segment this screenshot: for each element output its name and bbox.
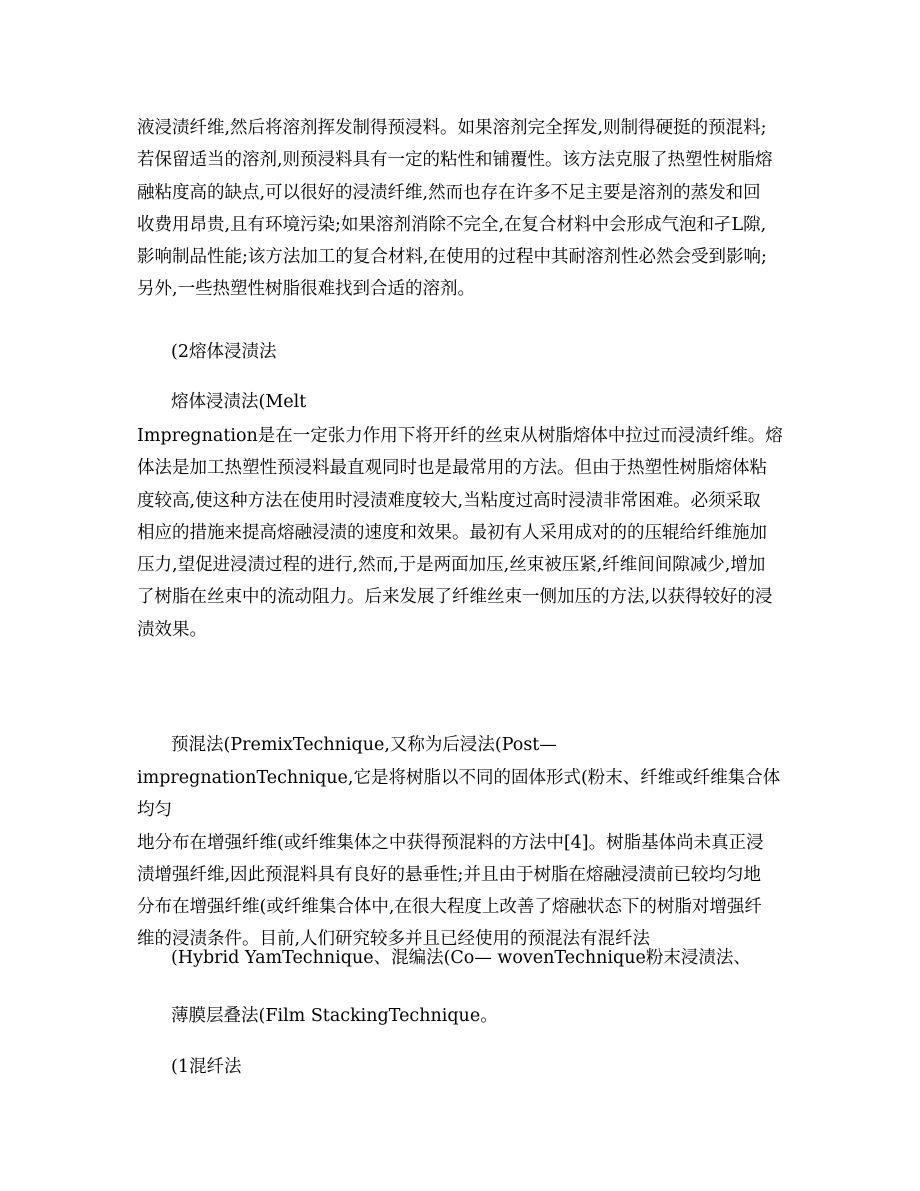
heading-melt-impregnation: (2熔体浸渍法 (171, 342, 277, 362)
paragraph-hybrid-list: (Hybrid YamTechnique、混编法(Co— wovenTechnique粉末浸渍法、 (171, 948, 751, 968)
paragraph-melt-impregnation: Impregnation是在一定张力作用下将开纤的丝束从树脂熔体中拉过而浸渍纤维。熔 体法是加工热塑性预浸料最直观同时也是最常用的方法。但由于热塑性树脂熔体粘 度较高,使这种方法在使用时浸渍难度较大,当粘度过高时浸渍非常困难。必须采取 相应的措施来提高熔融浸渍的速度和效果。最初有人采用成对的的压辊给纤维施加 压力,望促进浸渍过程的进行,然而,于是两面加压,丝束被压紧,纤维间间隙减少,增加 了树脂在丝束中的流动阻力。后来发展了纤维丝束一侧加压的方法,以获得较好的浸 渍效果。 (137, 426, 783, 640)
paragraph-solvent-method: 液浸渍纤维,然后将溶剂挥发制得预浸料。如果溶剂完全挥发,则制得硬挺的预混料; 若保留适当的溶剂,则预浸料具有一定的粘性和铺覆性。该方法克服了热塑性树脂熔 融粘度高的缺点,可以很好的浸渍纤维,然而也存在许多不足主要是溶剂的蒸发和回 收费用昂贵,且有环境污染;如果溶剂消除不完全,在复合材料中会形成气泡和孑L隙, 影响制品性能;该方法加工的复合材料,在使用的过程中其耐溶剂性必然会受到影响; 另外,一些热塑性树脂很难找到合适的溶剂。 (137, 118, 773, 300)
paragraph-film-stacking: 薄膜层叠法(Film StackingTechnique。 (171, 1006, 498, 1026)
paragraph-melt-intro: 熔体浸渍法(Melt (171, 392, 307, 412)
paragraph-premix-method: impregnationTechnique,它是将树脂以不同的固体形式(粉末、纤维或纤维集合体均匀 地分布在增强纤维(或纤维集体之中获得预混料的方法中[4]。树脂基体尚未真正浸 渍增强纤维,因此预混料具有良好的悬垂性;并且由于树脂在熔融浸渍前已较均匀地 分布在增强纤维(或纤维集合体中,在很大程度上改善了熔融状态下的树脂对增强纤 维的浸渍条件。目前,人们研究较多并且已经使用的预混法有混纤法 (137, 768, 781, 950)
heading-hybrid-yarn: (1混纤法 (171, 1057, 242, 1077)
paragraph-premix-intro: 预混法(PremixTechnique,又称为后浸法(Post— (171, 735, 557, 755)
